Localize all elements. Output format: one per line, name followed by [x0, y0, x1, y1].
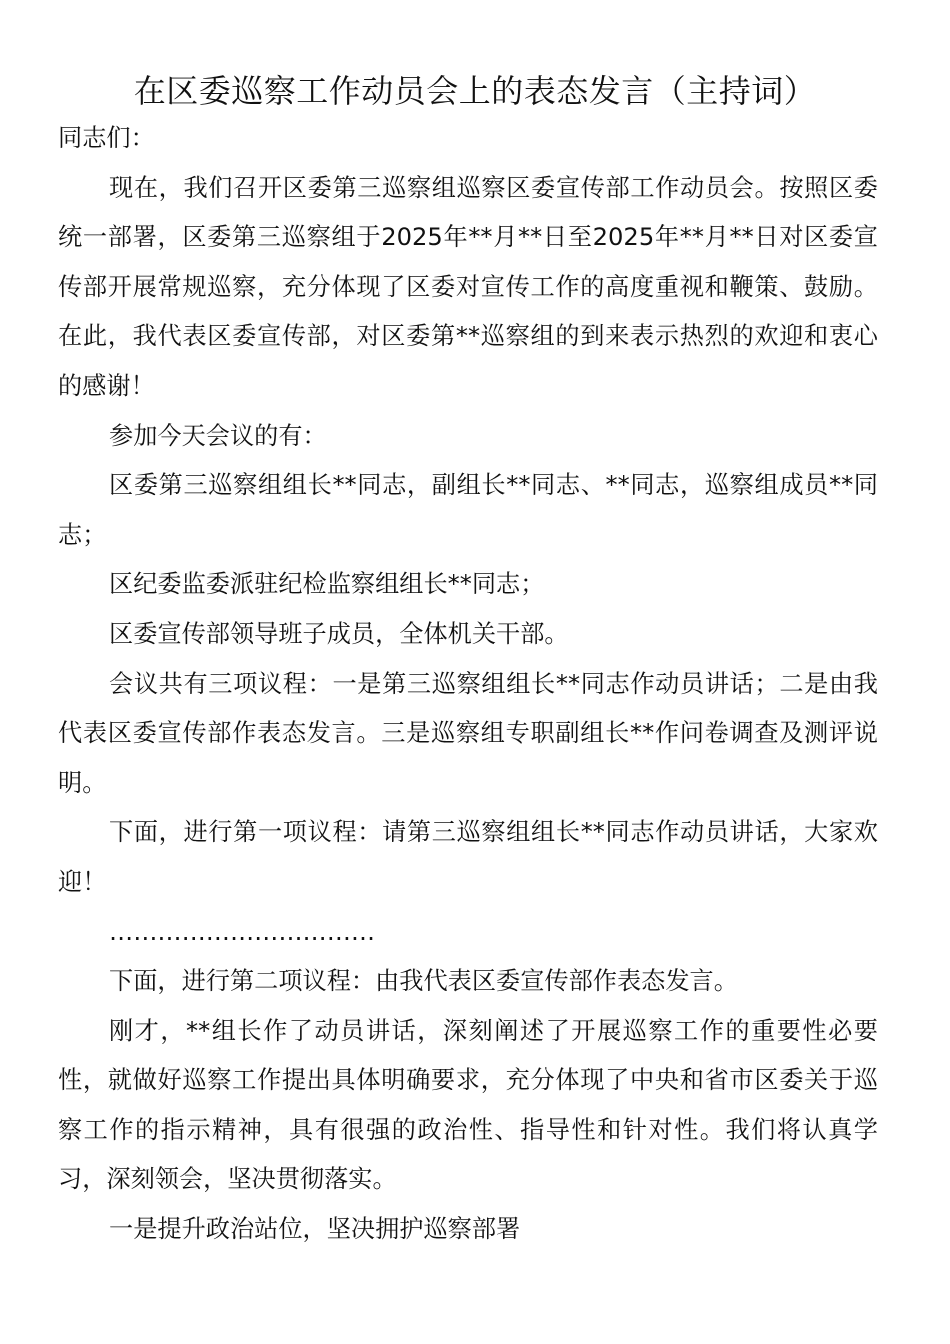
document-title: 在区委巡察工作动员会上的表态发言（主持词）	[133, 72, 817, 110]
response-paragraph: 刚才，**组长作了动员讲话，深刻阐述了开展巡察工作的重要性必要性，就做好巡察工作提出具体明确要求，充分体现了中央和省市区委关于巡察工作的指示精神，具有很强的政治性、指导性和针对性。我们将认真学习，深刻领会，坚决贯彻落实。	[58, 1016, 878, 1194]
first-commitment-heading: 一是提升政治站位，坚决拥护巡察部署	[109, 1215, 521, 1244]
attendees-inspection-team-paragraph: 区委第三巡察组组长**同志，副组长**同志、**同志，巡察组成员**同志；	[58, 471, 878, 549]
document-body	[58, 114, 878, 1255]
attendees-intro-paragraph: 参加今天会议的有：	[109, 421, 327, 450]
opening-paragraph: 现在，我们召开区委第三巡察组巡察区委宣传部工作动员会。按照区委统一部署，区委第三巡察组于2025年**月**日至2025年**月**日对区委宣传部开展常规巡察，充分体现了区委对宣传工作的高度重视和鞭策、鼓励。在此，我代表区委宣传部，对区委第**巡察组的到来表示热烈的欢迎和衷心的感谢！	[58, 173, 878, 400]
greeting-paragraph: 同志们：	[58, 124, 155, 152]
first-agenda-item-paragraph: 下面，进行第一项议程：请第三巡察组组长**同志作动员讲话，大家欢迎！	[58, 818, 878, 896]
ellipsis-separator: ……………………………	[109, 917, 376, 946]
second-agenda-item-paragraph: 下面，进行第二项议程：由我代表区委宣传部作表态发言。	[109, 967, 738, 996]
attendees-discipline-group-paragraph: 区纪委监委派驻纪检监察组组长**同志；	[109, 570, 545, 599]
attendees-department-paragraph: 区委宣传部领导班子成员，全体机关干部。	[109, 619, 569, 648]
agenda-paragraph: 会议共有三项议程：一是第三巡察组组长**同志作动员讲话；二是由我代表区委宣传部作表态发言。三是巡察组专职副组长**作问卷调查及测评说明。	[58, 669, 878, 797]
